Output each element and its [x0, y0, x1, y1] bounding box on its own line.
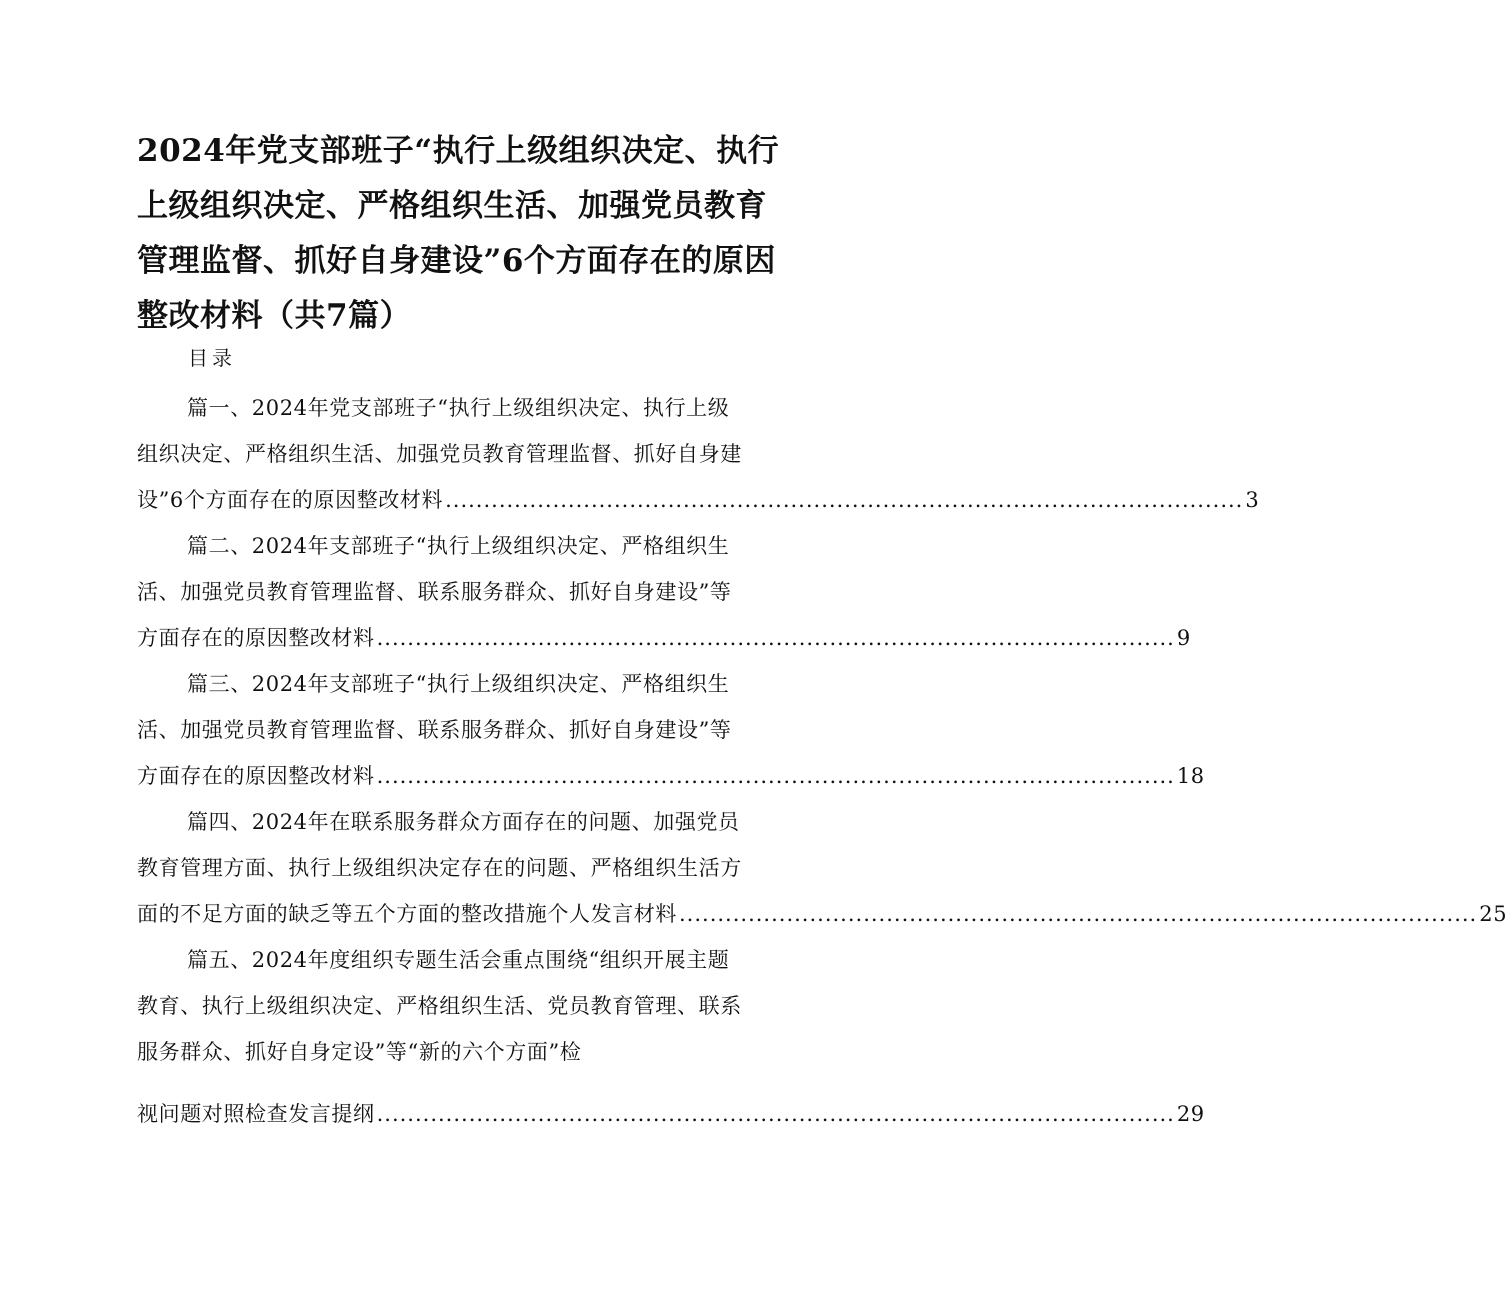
title-line: 整改材料（共7篇）	[137, 298, 412, 334]
toc-entry-text: 教育、执行上级组织决定、严格组织生活、党员教育管理、联系	[137, 994, 742, 1018]
toc-entry-text: 视问题对照检查发言提纲	[137, 1102, 375, 1126]
toc-entry-last-line	[137, 891, 1507, 937]
toc-heading: 目录	[188, 346, 236, 370]
title-line: 2024年党支部班子“执行上级组织决定、执行	[137, 133, 780, 169]
toc-entry[interactable]	[137, 661, 1205, 799]
toc-entry[interactable]	[137, 937, 1205, 1137]
toc-page-number: 9	[1176, 626, 1191, 650]
toc-dot-leader: ........................................................................................................	[679, 902, 1478, 926]
toc-entry-text: 方面存在的原因整改材料	[137, 764, 375, 788]
toc-entry-text: 面的不足方面的缺乏等五个方面的整改措施个人发言材料	[137, 902, 677, 926]
toc-entry-text: 活、加强党员教育管理监督、联系服务群众、抓好自身建设”等	[137, 718, 732, 742]
toc-entry-text: 篇二、2024年支部班子“执行上级组织决定、严格组织生	[187, 534, 730, 558]
title-line: 上级组织决定、严格组织生活、加强党员教育	[137, 188, 767, 224]
toc-dot-leader: ........................................................................................................	[445, 488, 1244, 512]
document-title	[137, 124, 797, 344]
table-of-contents	[137, 385, 1507, 1137]
toc-dot-leader: ........................................................................................................	[376, 1102, 1175, 1126]
toc-entry-text: 篇一、2024年党支部班子“执行上级组织决定、执行上级	[187, 396, 730, 420]
toc-entry-last-line	[137, 753, 1205, 799]
toc-entry-text: 篇五、2024年度组织专题生活会重点围绕“组织开展主题	[187, 948, 730, 972]
toc-entry-text: 篇三、2024年支部班子“执行上级组织决定、严格组织生	[187, 672, 730, 696]
toc-entry[interactable]	[137, 799, 1507, 937]
toc-page-number: 29	[1176, 1102, 1205, 1126]
toc-entry-text: 服务群众、抓好自身定设”等“新的六个方面”检	[137, 1040, 582, 1064]
title-line: 管理监督、抓好自身建设”6个方面存在的原因	[137, 243, 776, 279]
line-gap	[137, 1075, 787, 1091]
toc-page-number: 3	[1245, 488, 1260, 512]
toc-entry-last-line	[137, 477, 1260, 523]
toc-entry-text: 方面存在的原因整改材料	[137, 626, 375, 650]
toc-entry-text: 设”6个方面存在的原因整改材料	[137, 488, 444, 512]
toc-dot-leader: ........................................................................................................	[376, 626, 1175, 650]
toc-entry-text: 篇四、2024年在联系服务群众方面存在的问题、加强党员	[187, 810, 740, 834]
toc-entry-text: 活、加强党员教育管理监督、联系服务群众、抓好自身建设”等	[137, 580, 732, 604]
toc-entry-text: 教育管理方面、执行上级组织决定存在的问题、严格组织生活方	[137, 856, 742, 880]
toc-entry[interactable]	[137, 385, 1260, 523]
toc-page-number: 18	[1176, 764, 1205, 788]
toc-page-number: 25	[1479, 902, 1507, 926]
toc-entry[interactable]	[137, 523, 1191, 661]
toc-entry-last-line	[137, 615, 1191, 661]
toc-dot-leader: ........................................................................................................	[376, 764, 1175, 788]
toc-entry-text: 组织决定、严格组织生活、加强党员教育管理监督、抓好自身建	[137, 442, 742, 466]
toc-entry-last-line	[137, 1091, 1205, 1137]
